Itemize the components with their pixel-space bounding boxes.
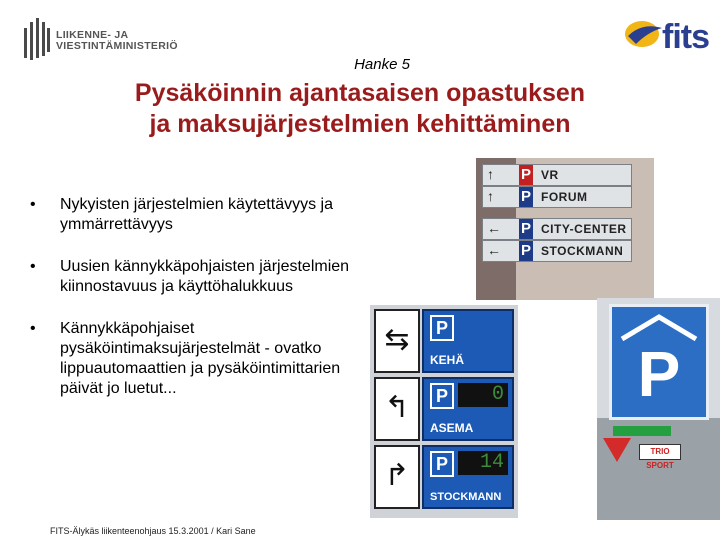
panel-label: KEHÄ <box>430 353 465 367</box>
bullet-text: Kännykkäpohjaiset pysäköintimaksujärjestelmät - ovatko lippuautomaattien ja pysäköintimittarien päivät jo luetut... <box>60 320 341 397</box>
parking-p-icon: P <box>520 188 531 205</box>
arrow-both-icon: ⇆ <box>374 309 420 373</box>
parking-info-box <box>422 309 514 373</box>
bullet-item <box>30 195 350 235</box>
ministry-name-line2: VIESTINTÄMINISTERIÖ <box>56 40 178 52</box>
panel-label: STOCKMANN <box>430 491 502 503</box>
guidance-panel <box>374 445 512 509</box>
parking-p-icon: P <box>430 383 454 409</box>
bullet-item <box>30 319 350 399</box>
direction-sign <box>482 186 632 208</box>
direction-sign <box>482 240 632 262</box>
bullet-text: Nykyisten järjestelmien käytettävyys ja ymmärrettävyys <box>60 196 333 233</box>
arrow-left-icon: ← <box>487 220 501 236</box>
fits-logo <box>622 12 712 58</box>
parking-p-icon: P <box>430 451 454 477</box>
sign-destination: CITY-CENTER <box>541 222 627 236</box>
panel-label: ASEMA <box>430 421 474 435</box>
arrow-left-icon: ← <box>487 242 501 258</box>
guidance-panel <box>374 377 512 441</box>
direction-sign <box>482 164 632 186</box>
bullet-item <box>30 257 350 297</box>
parking-info-box <box>422 445 514 509</box>
parking-sign-photo <box>597 298 720 520</box>
ministry-name <box>56 30 178 52</box>
direction-signs-photo <box>476 158 654 300</box>
free-spaces-display: 0 <box>458 383 508 407</box>
shop-sign: TRIO SPORT <box>639 444 681 460</box>
bullet-dot: • <box>30 320 36 337</box>
slide-footer: FITS-Älykäs liikenteenohjaus 15.3.2001 / Kari Sane <box>50 526 256 536</box>
free-spaces-display: 14 <box>458 451 508 475</box>
fits-wordmark: fits <box>662 18 709 56</box>
slide-title-line2: ja maksujärjestelmien kehittäminen <box>149 110 571 138</box>
arrow-right-turn-icon: ↱ <box>374 445 420 509</box>
sign-destination: VR <box>541 168 559 182</box>
direction-sign <box>482 218 632 240</box>
bullet-list <box>30 195 350 421</box>
guidance-panel <box>374 309 512 373</box>
sign-destination: FORUM <box>541 190 588 204</box>
arrow-left-turn-icon: ↰ <box>374 377 420 441</box>
arrow-up-icon: ↑ <box>487 188 494 204</box>
parking-p-icon: P <box>520 166 531 183</box>
parking-house-sign <box>609 304 709 420</box>
sign-destination: STOCKMANN <box>541 244 624 258</box>
bullet-dot: • <box>30 258 36 275</box>
parking-p-icon: P <box>430 315 454 341</box>
yield-sign-icon <box>603 438 631 462</box>
guidance-panels-photo <box>370 305 518 518</box>
bullet-text: Uusien kännykkäpohjaisten järjestelmien kiinnostavuus ja käyttöhalukkuus <box>60 258 350 295</box>
fits-swoosh-icon <box>622 12 666 56</box>
status-light <box>613 426 671 436</box>
parking-p-icon: P <box>520 242 531 259</box>
slide-title <box>0 78 720 140</box>
arrow-up-icon: ↑ <box>487 166 494 182</box>
ministry-name-line1: LIIKENNE- JA <box>56 29 129 41</box>
parking-info-box <box>422 377 514 441</box>
parking-p-icon: P <box>637 338 681 410</box>
slide-title-line1: Pysäköinnin ajantasaisen opastuksen <box>134 79 586 107</box>
bullet-dot: • <box>30 196 36 213</box>
parking-p-icon: P <box>520 220 531 237</box>
project-label: Hanke 5 <box>354 56 410 73</box>
